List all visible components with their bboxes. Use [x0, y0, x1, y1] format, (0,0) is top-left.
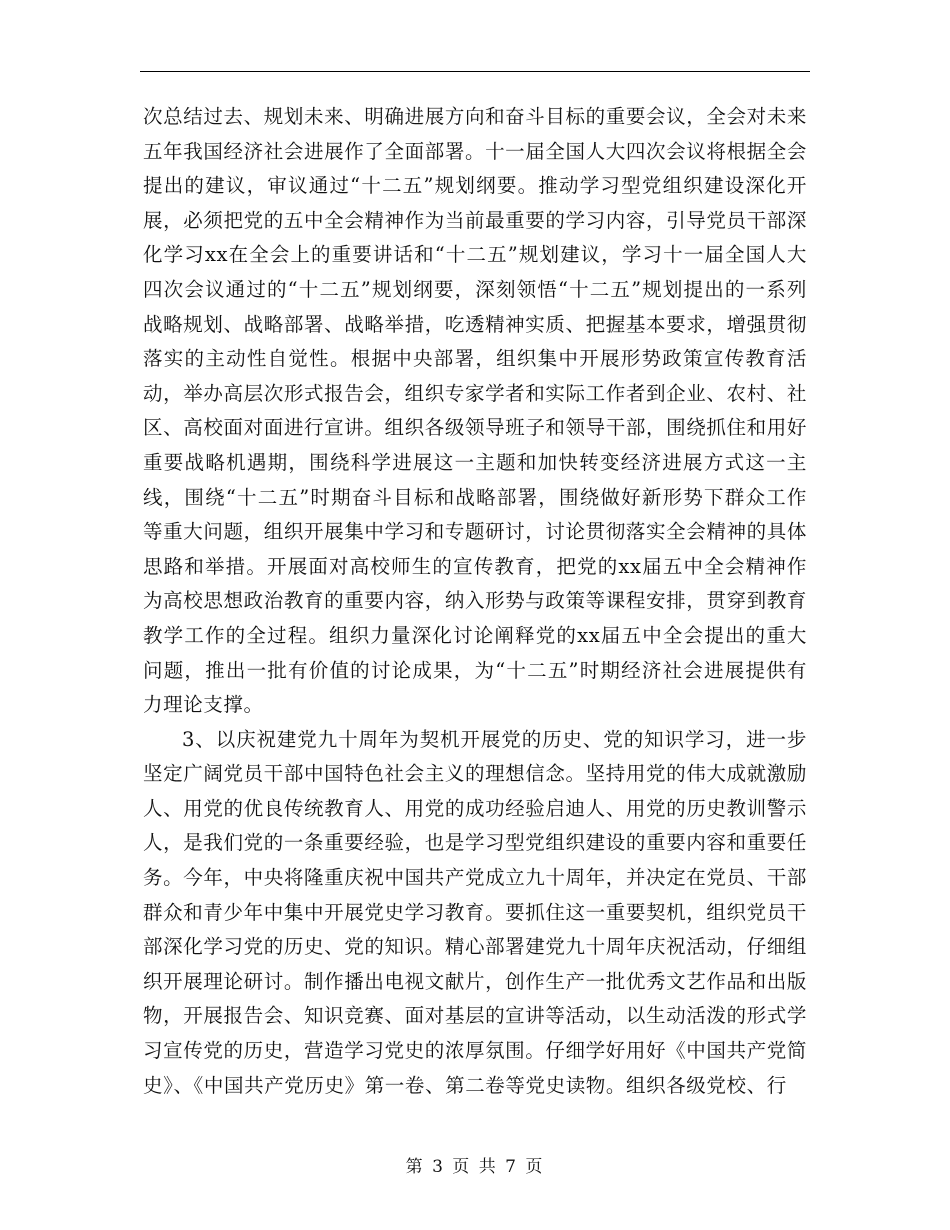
header-rule	[140, 71, 810, 72]
page-footer: 第 3 页 共 7 页	[405, 1157, 545, 1177]
paragraph-1: 次总结过去、规划未来、明确进展方向和奋斗目标的重要会议，全会对未来五年我国经济社会进展作了全面部署。十一届全国人大四次会议将根据全会提出的建议，审议通过“十二五”规划纲要。推动学习型党组织建设深化开展，必须把党的五中全会精神作为当前最重要的学习内容，引导党员干部深化学习xx在全会上的重要讲话和“十二五”规划建议，学习十一届全国人大四次会议通过的“十二五”规划纲要，深刻领悟“十二五”规划提出的一系列战略规划、战略部署、战略举措，吃透精神实质、把握基本要求，增强贯彻落实的主动性自觉性。根据中央部署，组织集中开展形势政策宣传教育活动，举办高层次形式报告会，组织专家学者和实际工作者到企业、农村、社区、高校面对面进行宣讲。组织各级领导班子和领导干部，围绕抓住和用好重要战略机遇期，围绕科学进展这一主题和加快转变经济进展方式这一主线，围绕“十二五”时期奋斗目标和战略部署，围绕做好新形势下群众工作等重大问题，组织开展集中学习和专题研讨，讨论贯彻落实全会精神的具体思路和举措。开展面对高校师生的宣传教育，把党的xx届五中全会精神作为高校思想政治教育的重要内容，纳入形势与政策等课程安排，贯穿到教育教学工作的全过程。组织力量深化讨论阐释党的xx届五中全会提出的重大问题，推出一批有价值的讨论成果，为“十二五”时期经济社会进展提供有力理论支撑。	[143, 105, 807, 717]
document-body	[143, 100, 807, 1103]
paragraph-2: 3、以庆祝建党九十周年为契机开展党的历史、党的知识学习，进一步坚定广阔党员干部中国特色社会主义的理想信念。坚持用党的伟大成就激励人、用党的优良传统教育人、用党的成功经验启迪人、用党的历史教训警示人，是我们党的一条重要经验，也是学习型党组织建设的重要内容和重要任务。今年，中央将隆重庆祝中国共产党成立九十周年，并决定在党员、干部群众和青少年中集中开展党史学习教育。要抓住这一重要契机，组织党员干部深化学习党的历史、党的知识。精心部署建党九十周年庆祝活动，仔细组织开展理论研讨。制作播出电视文献片，创作生产一批优秀文艺作品和出版物，开展报告会、知识竞赛、面对基层的宣讲等活动，以生动活泼的形式学习宣传党的历史，营造学习党史的浓厚氛围。仔细学好用好《中国共产党简史》、《中国共产党历史》第一卷、第二卷等党史读物。组织各级党校、行	[143, 727, 807, 1097]
